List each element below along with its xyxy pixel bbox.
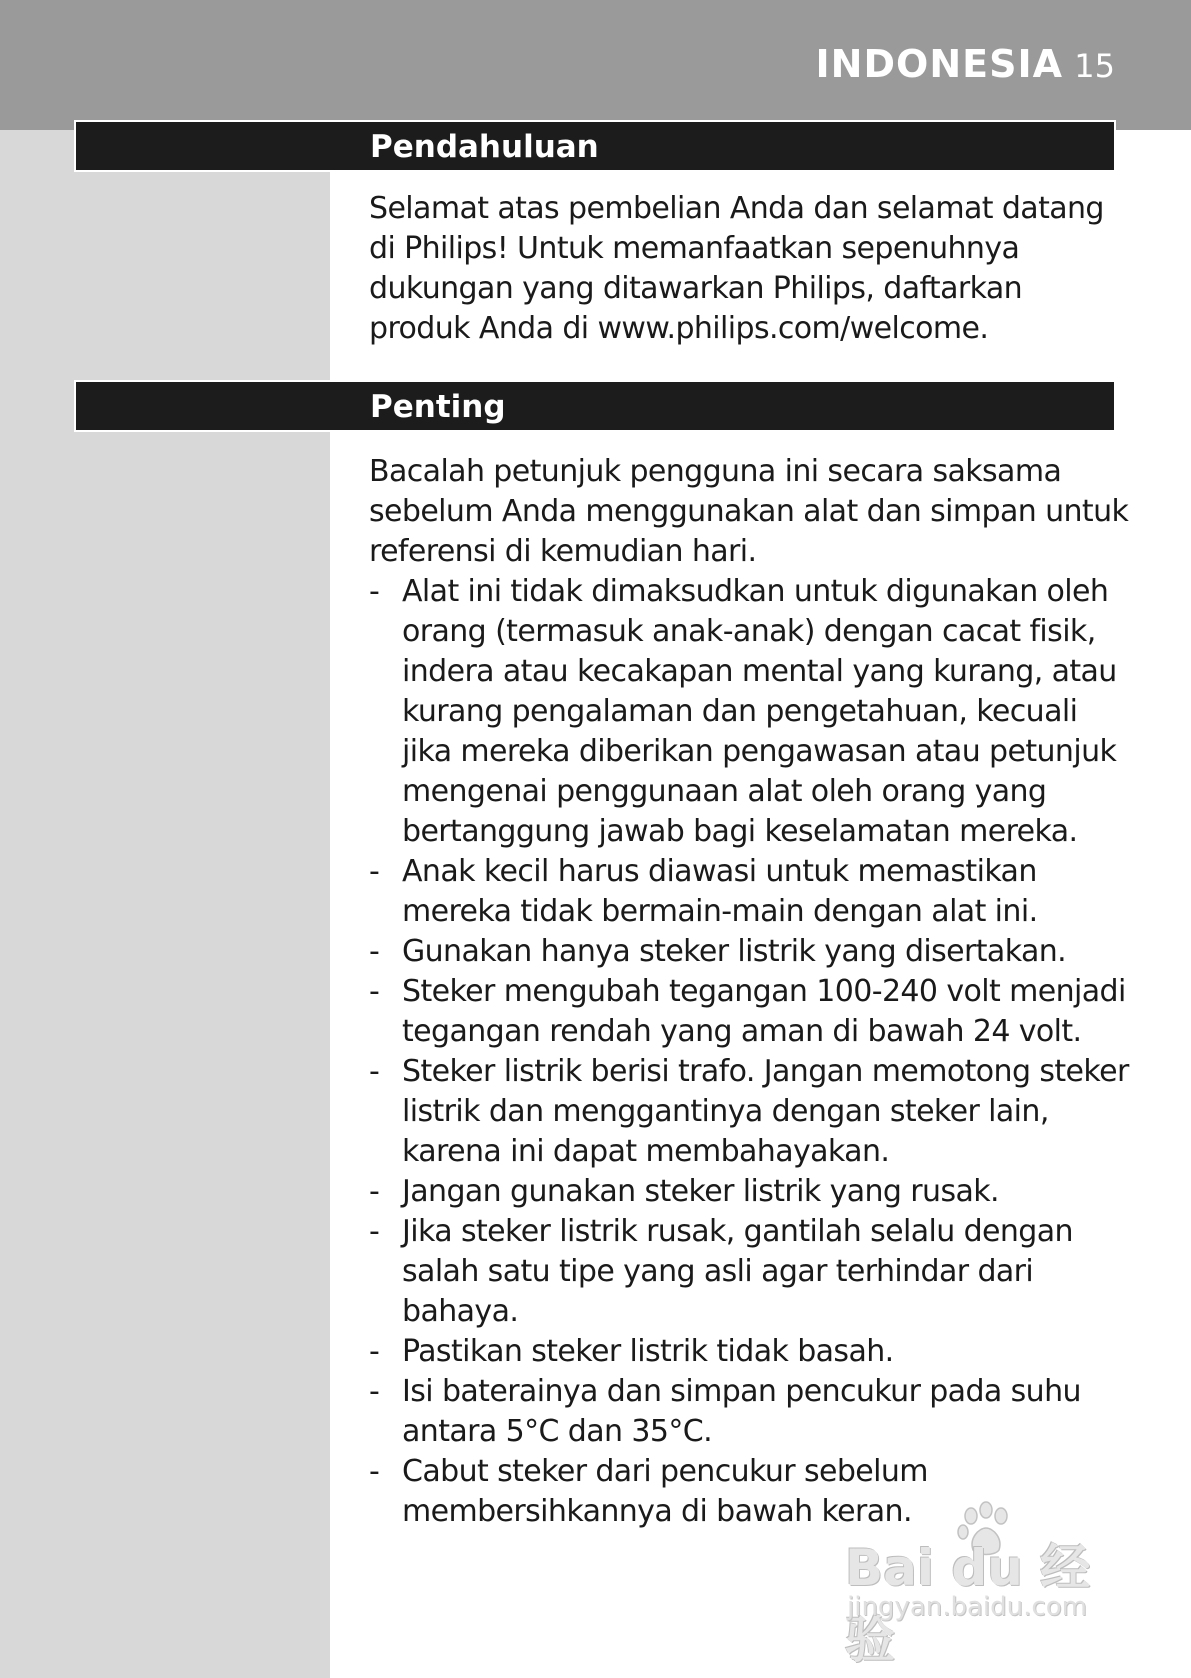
warning-text: Isi baterainya dan simpan pencukur pada suhu antara 5°C dan 35°C.	[402, 1374, 1081, 1449]
warning-text: Jangan gunakan steker listrik yang rusak.	[402, 1174, 999, 1209]
bullet-dash: -	[369, 1214, 380, 1249]
bullet-dash: -	[369, 1374, 380, 1409]
section-title-important: Penting	[370, 389, 506, 425]
bullet-dash: -	[369, 974, 380, 1009]
warning-text: Pastikan steker listrik tidak basah.	[402, 1334, 894, 1369]
warning-item	[369, 1212, 1129, 1332]
warning-text: Jika steker listrik rusak, gantilah selalu dengan salah satu tipe yang asli agar terhindar dari bahaya.	[402, 1214, 1073, 1329]
warning-item	[369, 852, 1129, 932]
warning-text: Cabut steker dari pencukur sebelum membersihkannya di bawah keran.	[402, 1454, 928, 1529]
page-number: 15	[1074, 47, 1115, 85]
bullet-dash: -	[369, 1454, 380, 1489]
watermark-logo: Bai du 经验	[845, 1539, 1091, 1669]
page-header-bar	[0, 0, 1191, 130]
intro-paragraph: Selamat atas pembelian Anda dan selamat datang di Philips! Untuk memanfaatkan sepenuhnya dukungan yang ditawarkan Philips, daftarkan produk Anda di www.philips.com/welcome.	[369, 191, 1104, 346]
side-panel	[0, 130, 330, 1678]
watermark-url: jingyan.baidu.com	[847, 1592, 1087, 1622]
warning-item	[369, 1172, 1129, 1212]
warning-text: Alat ini tidak dimaksudkan untuk digunakan oleh orang (termasuk anak-anak) dengan cacat fisik, indera atau kecakapan mental yang kurang, atau kurang pengalaman dan pengetahuan, kecuali jika mereka diberikan pengawasan atau petunjuk mengenai penggunaan alat oleh orang yang bertanggung jawab bagi keselamatan mereka.	[402, 574, 1117, 849]
warning-text: Steker listrik berisi trafo. Jangan memotong steker listrik dan menggantinya dengan steker lain, karena ini dapat membahayakan.	[402, 1054, 1129, 1169]
warning-text: Anak kecil harus diawasi untuk memastikan mereka tidak bermain-main dengan alat ini.	[402, 854, 1038, 929]
warning-text: Gunakan hanya steker listrik yang disertakan.	[402, 934, 1067, 969]
warning-item	[369, 1332, 1129, 1372]
bullet-dash: -	[369, 574, 380, 609]
warning-list	[369, 572, 1129, 1532]
bullet-dash: -	[369, 1334, 380, 1369]
section-title-intro: Pendahuluan	[370, 129, 599, 165]
important-lead-paragraph: Bacalah petunjuk pengguna ini secara saksama sebelum Anda menggunakan alat dan simpan untuk referensi di kemudian hari.	[369, 454, 1129, 569]
baidu-watermark	[845, 1500, 1125, 1669]
warning-item	[369, 572, 1129, 852]
page-language-label: INDONESIA	[815, 42, 1063, 86]
bullet-dash: -	[369, 1054, 380, 1089]
warning-item	[369, 932, 1129, 972]
bullet-dash: -	[369, 934, 380, 969]
section-header-intro	[74, 120, 1116, 172]
section-header-important	[74, 380, 1116, 432]
bullet-dash: -	[369, 854, 380, 889]
warning-item	[369, 972, 1129, 1052]
warning-text: Steker mengubah tegangan 100-240 volt menjadi tegangan rendah yang aman di bawah 24 volt.	[402, 974, 1126, 1049]
warning-item	[369, 1052, 1129, 1172]
warning-item	[369, 1372, 1129, 1452]
bullet-dash: -	[369, 1174, 380, 1209]
